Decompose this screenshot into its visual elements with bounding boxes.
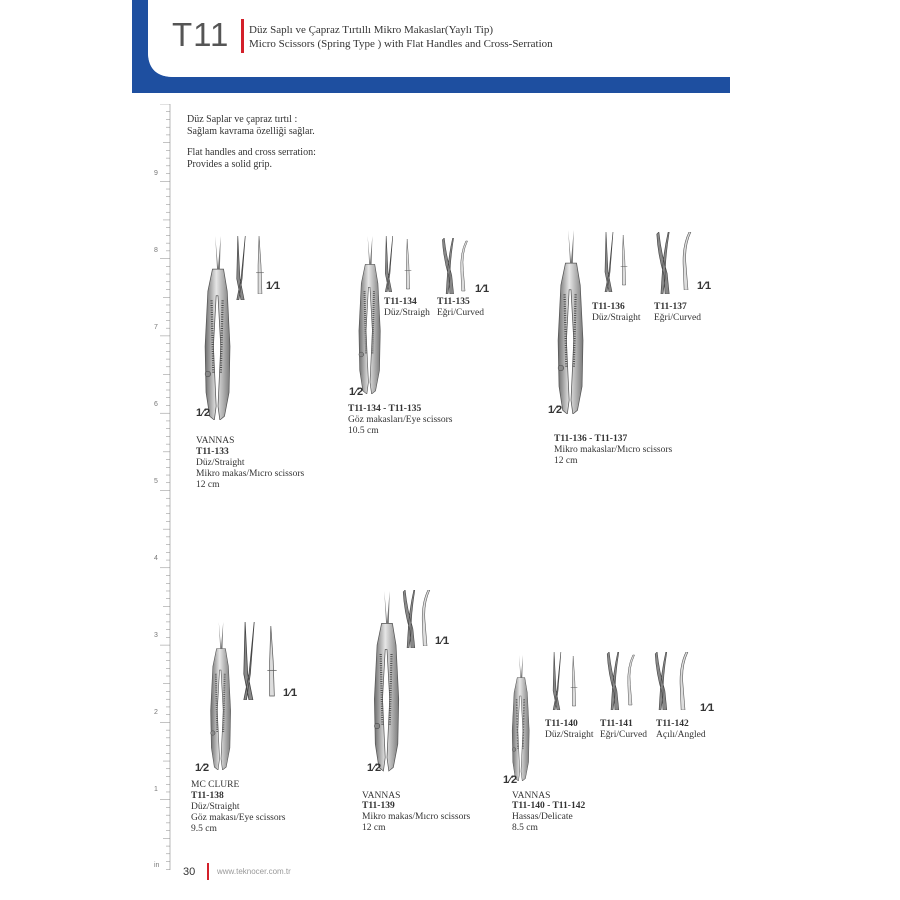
variant-code: T11-137 xyxy=(654,302,687,312)
scale-half: 1⁄2 xyxy=(349,386,364,398)
tip-t11-133-side-image xyxy=(254,236,266,294)
scissors-t11-133-image xyxy=(197,236,239,420)
tip-t11-139-front-image xyxy=(402,590,416,648)
variant-type: Eğri/Curved xyxy=(437,308,484,318)
ruler-label: 7 xyxy=(154,324,158,331)
variant-type: Düz/Straigh xyxy=(384,308,430,318)
product-size: 9.5 cm xyxy=(191,824,217,834)
tip-t11-142-side-image xyxy=(676,652,694,710)
page-number: 30 xyxy=(183,866,196,878)
tip-t11-142-front-image xyxy=(652,652,670,710)
measurement-ruler xyxy=(150,104,172,870)
intro-en-line1: Flat handles and cross serration: xyxy=(187,147,316,158)
variant-type: Düz/Straight xyxy=(545,730,594,740)
tip-t11-135-side-image xyxy=(460,238,470,294)
header-title-tr: Düz Saplı ve Çapraz Tırtıllı Mikro Makaslar(Yaylı Tip) xyxy=(249,24,494,36)
product-desc: Mikro makaslar/Mıcro scissors xyxy=(554,445,673,455)
product-code: T11-140 - T11-142 xyxy=(512,801,586,811)
product-size: 12 cm xyxy=(554,456,578,466)
ruler-label: 8 xyxy=(154,247,158,254)
scale-half: 1⁄2 xyxy=(548,404,563,416)
intro-tr-line1: Düz Saplar ve çapraz tırtıl : xyxy=(187,114,298,125)
product-code: T11-138 xyxy=(191,791,224,801)
scale-full: 1⁄1 xyxy=(700,702,715,714)
tip-t11-137-front-image xyxy=(655,232,671,294)
tip-t11-139-side-image xyxy=(421,590,433,646)
product-brand: VANNAS xyxy=(512,791,551,801)
product-desc: Göz makası/Eye scissors xyxy=(191,813,286,823)
product-code: T11-139 xyxy=(362,801,395,811)
header-accent-bar xyxy=(241,19,244,53)
scale-full: 1⁄1 xyxy=(697,280,712,292)
variant-code: T11-140 xyxy=(545,719,578,729)
scale-half: 1⁄2 xyxy=(367,762,382,774)
tip-t11-137-side-image xyxy=(681,232,695,290)
catalog-section-code: T11 xyxy=(172,16,230,53)
product-brand: MC CLURE xyxy=(191,780,240,790)
product-size: 10.5 cm xyxy=(348,426,379,436)
scale-half: 1⁄2 xyxy=(196,407,211,419)
product-type: Düz/Straight xyxy=(196,458,245,468)
variant-type: Açılı/Angled xyxy=(656,730,706,740)
product-type: Düz/Straight xyxy=(191,802,240,812)
ruler-label: in xyxy=(154,862,160,869)
product-code: T11-136 - T11-137 xyxy=(554,434,628,444)
intro-tr-line2: Sağlam kavrama özelliği sağlar. xyxy=(187,126,315,137)
product-desc: Hassas/Delicate xyxy=(512,812,573,822)
scale-full: 1⁄1 xyxy=(283,687,298,699)
scissors-t11-136-image xyxy=(550,230,592,414)
header-title-en: Micro Scissors (Spring Type ) with Flat Handles and Cross-Serration xyxy=(249,38,553,50)
scissors-t11-139-image xyxy=(369,590,405,772)
scale-full: 1⁄1 xyxy=(475,283,490,295)
ruler-label: 4 xyxy=(154,555,158,562)
ruler-label: 2 xyxy=(154,709,158,716)
product-size: 12 cm xyxy=(196,480,220,490)
footer-accent-bar xyxy=(207,863,209,880)
tip-t11-138-side-image xyxy=(265,622,279,700)
tip-t11-133-front-image xyxy=(234,236,248,300)
tip-t11-138-front-image xyxy=(241,622,257,700)
tip-t11-134-side-image xyxy=(403,236,413,292)
product-size: 8.5 cm xyxy=(512,823,538,833)
product-size: 12 cm xyxy=(362,823,386,833)
product-desc: Mikro makas/Mıcro scissors xyxy=(362,812,471,822)
product-brand: VANNAS xyxy=(362,791,401,801)
ruler-label: 5 xyxy=(154,478,158,485)
tip-t11-141-side-image xyxy=(627,652,637,708)
scale-half: 1⁄2 xyxy=(195,762,210,774)
product-desc: Mikro makas/Mıcro scissors xyxy=(196,469,305,479)
variant-code: T11-135 xyxy=(437,297,470,307)
tip-t11-136-front-image xyxy=(602,232,616,292)
product-code: T11-133 xyxy=(196,447,229,457)
variant-type: Düz/Straight xyxy=(592,313,641,323)
tip-t11-135-front-image xyxy=(441,238,455,294)
variant-code: T11-141 xyxy=(600,719,633,729)
product-brand: VANNAS xyxy=(196,436,235,446)
scissors-t11-140-image xyxy=(505,655,537,781)
variant-type: Eğri/Curved xyxy=(600,730,647,740)
product-desc: Göz makasları/Eye scissors xyxy=(348,415,453,425)
ruler-label: 9 xyxy=(154,170,158,177)
ruler-label: 3 xyxy=(154,632,158,639)
variant-code: T11-142 xyxy=(656,719,689,729)
variant-type: Eğri/Curved xyxy=(654,313,701,323)
scale-full: 1⁄1 xyxy=(435,635,450,647)
variant-code: T11-136 xyxy=(592,302,625,312)
ruler-label: 1 xyxy=(154,786,158,793)
tip-t11-141-front-image xyxy=(605,652,621,710)
tip-t11-140-side-image xyxy=(569,652,579,710)
footer-website-link[interactable]: www.teknocer.com.tr xyxy=(217,867,291,876)
scissors-t11-138-image xyxy=(204,622,238,770)
tip-t11-136-side-image xyxy=(619,232,629,288)
ruler-label: 6 xyxy=(154,401,158,408)
scale-half: 1⁄2 xyxy=(503,774,518,786)
product-code: T11-134 - T11-135 xyxy=(348,404,422,414)
tip-t11-140-front-image xyxy=(550,652,564,710)
scale-full: 1⁄1 xyxy=(266,280,281,292)
tip-t11-134-front-image xyxy=(383,236,395,292)
intro-en-line2: Provides a solid grip. xyxy=(187,159,272,170)
variant-code: T11-134 xyxy=(384,297,417,307)
